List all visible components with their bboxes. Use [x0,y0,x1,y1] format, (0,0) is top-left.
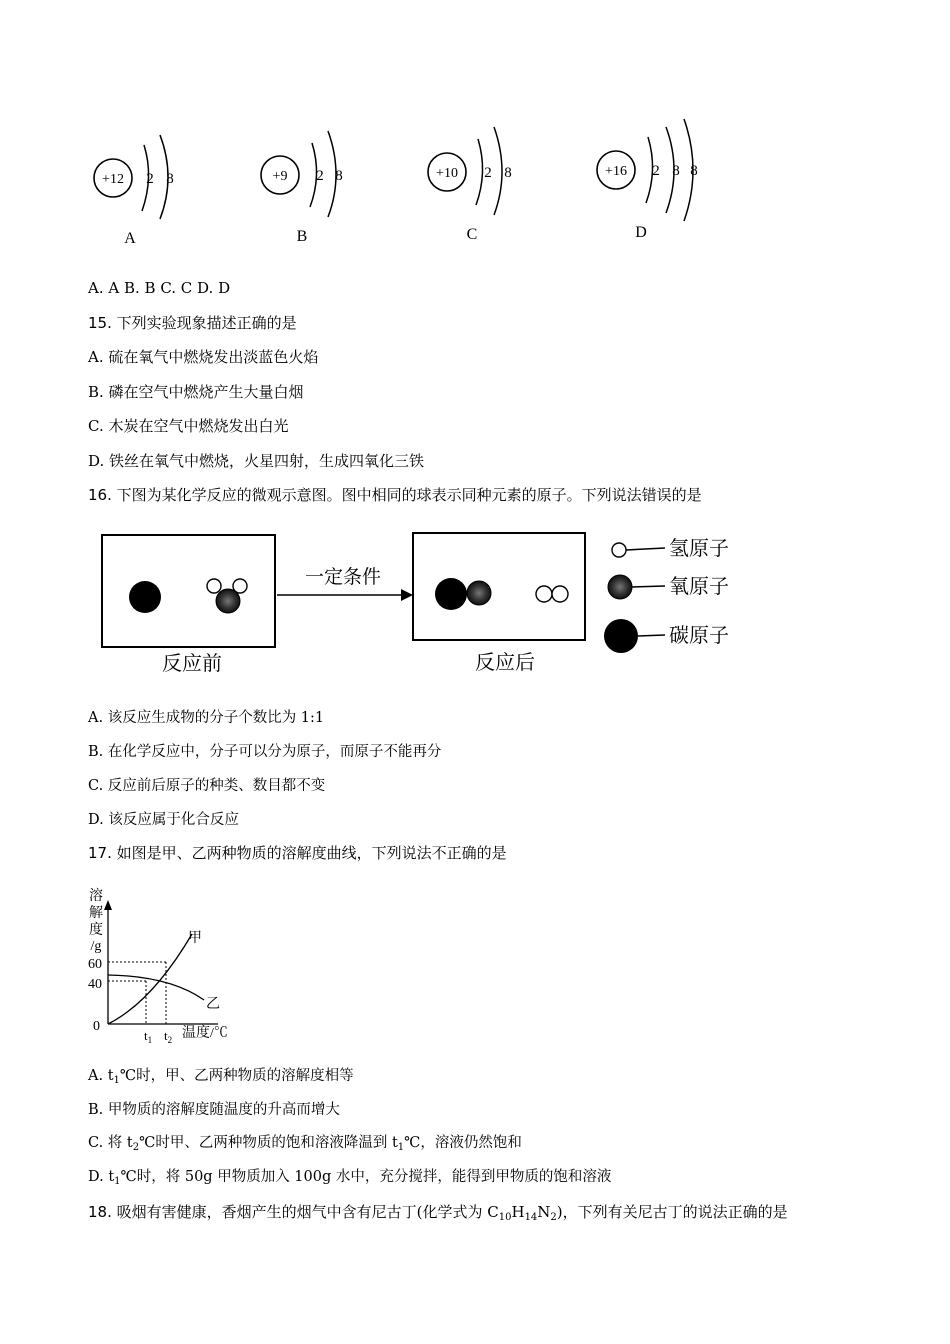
legend-oxygen: 氧原子 [669,576,729,598]
q18-number: 18 [88,1203,108,1221]
q17-option-c: C. 将 $t_2℃$时甲、乙两种物质的饱和溶液降温到 $t_1℃$，溶液仍然饱和 [88,1135,522,1153]
curve-label-yi: 乙 [206,997,220,1012]
atom-a-shell-2: 8 [166,171,174,187]
origin-label: 0 [93,1019,100,1034]
q16-option-c: C. 反应前后原子的种类、数目都不变 [88,778,326,794]
hydrogen-atom-before [207,579,221,593]
legend-hydrogen: 氢原子 [669,538,729,560]
q17-stem-text: . 如图是甲、乙两种物质的溶解度曲线，下列说法不正确的是 [107,844,507,862]
atom-a-shell-1: 2 [146,171,154,187]
q17-number: 17 [88,844,108,862]
hydrogen-atom-after [536,586,552,602]
solubility-chart [80,884,250,1044]
atom-d-label: D [635,224,647,241]
before-box [102,535,275,647]
arrow-condition-label: 一定条件 [304,567,382,588]
y-label-char: /g [90,939,102,954]
curve-yi [108,975,204,1000]
carbon-atom-before [129,581,161,613]
atom-c-shell-1: 2 [484,165,492,181]
before-label: 反应前 [162,653,222,675]
y-tick-40: 40 [88,977,102,992]
q16-option-b: B. 在化学反应中，分子可以分为原子，而原子不能再分 [88,744,442,760]
q14-options: A. A B. B C. C D. D [88,279,231,297]
y-label-char: 解 [89,906,103,921]
atom-diagram-a [94,135,174,247]
q15-stem-text: . 下列实验现象描述正确的是 [107,314,297,332]
q15-option-c: C. 木炭在空气中燃烧发出白光 [88,417,289,435]
carbon-atom-after [435,578,467,610]
atom-diagram-d [597,119,698,241]
q18-stem: 18. 吸烟有害健康，香烟产生的烟气中含有尼古丁(化学式为 $C_{10}H_{14}N_2$)，下列有关尼古丁的说法正确的是 [88,1203,788,1223]
q15-option-d: D. 铁丝在氧气中燃烧，火星四射，生成四氧化三铁 [88,452,425,470]
atom-c-label: C [466,226,478,243]
q16-stem-text: . 下图为某化学反应的微观示意图。图中相同的球表示同种元素的原子。下列说法错误的是 [107,486,702,504]
after-label: 反应后 [475,652,535,674]
atom-b-shell-1: 2 [316,168,324,184]
q16-number: 16 [88,486,108,504]
legend-carbon: 碳原子 [669,625,729,647]
atom-c-nucleus: +10 [436,166,458,181]
x-tick-t2: $t_2$ [164,1028,173,1044]
x-axis-label: 温度/℃ [182,1026,228,1041]
y-label-char: 度 [89,923,103,938]
y-label-char: 溶 [89,889,103,904]
q16-stem [88,485,702,505]
y-tick-60: 60 [88,957,102,972]
oxygen-atom-after [467,581,491,605]
q17-option-b: B. 甲物质的溶解度随温度的升高而增大 [88,1102,340,1118]
atom-a-label: A [124,230,136,247]
atom-b-label: B [296,228,308,245]
atom-structure-diagrams [80,115,720,255]
atom-diagram-c [428,127,512,243]
reaction-diagram [95,525,755,685]
atom-b-shell-2: 8 [335,168,343,184]
atom-d-shell-2: 8 [672,163,680,179]
oxygen-atom-before [216,589,240,613]
curve-label-jia: 甲 [188,931,202,946]
q16-option-a: A. 该反应生成物的分子个数比为 1:1 [88,710,325,726]
q17-option-d: D. $t_1℃$时，将 50g 甲物质加入 100g 水中，充分搅拌，能得到甲物质的饱和溶液 [88,1169,612,1187]
atom-a-nucleus: +12 [102,172,124,187]
atom-b-nucleus: +9 [272,169,288,184]
atom-c-shell-2: 8 [504,165,512,181]
atom-d-shell-1: 2 [652,163,660,179]
q15-stem [88,313,297,333]
atom-d-shell-3: 8 [690,163,698,179]
q15-option-a: A. 硫在氧气中燃烧发出淡蓝色火焰 [88,348,319,366]
q17-stem [88,843,507,863]
x-tick-t1: $t_1$ [144,1028,153,1044]
q17-option-a: A. $t_1℃$时，甲、乙两种物质的溶解度相等 [88,1068,354,1086]
q15-option-b: B. 磷在空气中燃烧产生大量白烟 [88,383,304,401]
hydrogen-atom-after [552,586,568,602]
atom-d-nucleus: +16 [605,164,627,179]
atom-diagram-b [261,131,343,245]
q15-number: 15 [88,314,108,332]
q16-option-d: D. 该反应属于化合反应 [88,812,239,828]
